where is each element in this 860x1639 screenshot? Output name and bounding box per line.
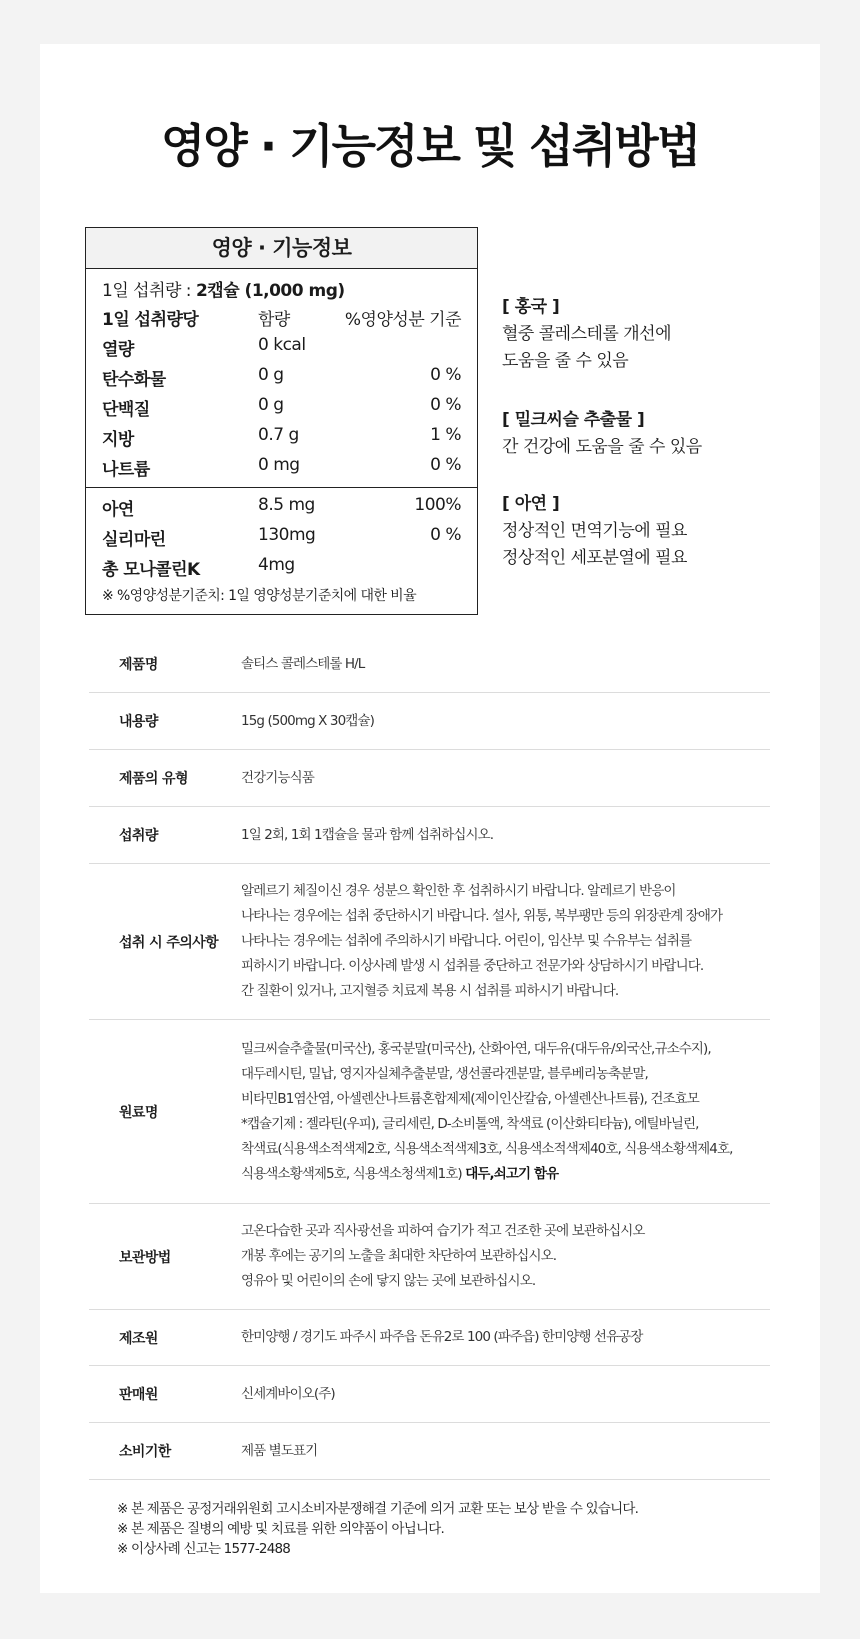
info-line-text: 식용색소황색제5호, 식용색소청색제1호) [241, 1165, 466, 1182]
nutrition-row [102, 365, 461, 393]
info-label: 원료명 [119, 1104, 158, 1121]
info-row-content-amount [89, 693, 770, 750]
nutrient-percent: 1 % [430, 425, 461, 445]
function-line: 도움을 줄 수 있음 [502, 351, 629, 371]
function-heading: [ 밀크씨슬 추출물 ] [502, 410, 645, 430]
info-line: 15g (500mg X 30캡슐) [241, 712, 374, 729]
product-info-table [89, 636, 770, 1480]
nutrient-amount: 0 mg [258, 455, 300, 475]
ingredient-name: 아연 [102, 500, 134, 520]
info-label: 내용량 [119, 714, 158, 730]
page-title: 영양 · 기능정보 및 섭취방법 [160, 119, 700, 173]
nutrition-heading: 영양 · 기능정보 [86, 228, 477, 269]
info-row-precautions [89, 864, 770, 1020]
ingredient-name: 총 모나콜린K [102, 560, 200, 580]
footer-note: ※ 본 제품은 질병의 예방 및 치료를 위한 의약품이 아닙니다. [117, 1521, 444, 1537]
info-value [241, 1219, 645, 1294]
info-row-ingredients [89, 1020, 770, 1204]
info-label: 섭취량 [119, 828, 158, 844]
info-line: 1일 2회, 1회 1캡슐을 물과 함께 섭취하십시오. [241, 826, 494, 843]
serving-size [102, 276, 345, 301]
info-row-product-name [89, 636, 770, 693]
info-line: 개봉 후에는 공기의 노출을 최대한 차단하여 보관하십시오. [241, 1248, 557, 1264]
ingredient-amount: 4mg [258, 555, 295, 575]
info-value [241, 766, 314, 791]
nutrient-amount: 0 g [258, 365, 284, 385]
info-line: 피하시기 바랍니다. 이상사례 발생 시 섭취를 중단하고 전문가와 상담하시기 바랍니다. [241, 958, 704, 974]
info-line: 한미양행 / 경기도 파주시 파주읍 돈유2로 100 (파주읍) 한미양행 선유공장 [241, 1329, 643, 1345]
info-row-storage [89, 1204, 770, 1310]
nutrition-row [102, 425, 461, 453]
footer-note: ※ 이상사례 신고는 1577-2488 [117, 1541, 291, 1557]
info-line: *캡슐기제 : 젤라틴(우피), 글리세린, D-소비톨액, 착색료 (이산화티타늄), 에틸바닐린, [241, 1115, 699, 1132]
function-heading: [ 아연 ] [502, 494, 560, 514]
ingredient-percent: 0 % [430, 525, 461, 545]
nutrition-facts-box [85, 227, 478, 615]
footer-notes [117, 1499, 638, 1559]
nutrient-name: 나트륨 [102, 460, 150, 480]
info-label: 소비기한 [119, 1444, 171, 1460]
nutrient-name: 지방 [102, 430, 134, 450]
serving-value: 2캡슐 (1,000 mg) [195, 281, 345, 301]
info-value [241, 1325, 642, 1350]
info-line: 간 질환이 있거나, 고지혈증 치료제 복용 시 섭취를 피하시기 바랍니다. [241, 983, 619, 999]
nutrient-amount: 0 kcal [258, 335, 306, 355]
functional-row [102, 495, 461, 523]
info-value [241, 652, 364, 677]
info-label: 제품명 [119, 657, 158, 673]
info-label: 섭취 시 주의사항 [119, 934, 219, 951]
nutrition-header-percent: %영양성분 기준 [344, 310, 461, 330]
function-line: 정상적인 세포분열에 필요 [502, 548, 687, 568]
info-value [241, 709, 374, 734]
info-label: 제품의 유형 [119, 771, 188, 787]
nutrition-divider [86, 487, 477, 488]
info-line: 대두레시틴, 밀납, 영지자실체추출분말, 생선콜라겐분말, 블루베리농축분말, [241, 1065, 648, 1082]
nutrient-name: 단백질 [102, 400, 150, 420]
nutrition-row [102, 335, 461, 363]
info-label: 제조원 [119, 1330, 158, 1347]
info-line: 제품 별도표기 [241, 1442, 318, 1459]
nutrition-header-amount: 함량 [258, 310, 290, 330]
nutrient-amount: 0 g [258, 395, 284, 415]
ingredient-amount: 8.5 mg [258, 495, 315, 515]
info-line: 알레르기 체질이신 경우 성분으 확인한 후 섭취하시기 바랍니다. 알레르기 반응이 [241, 883, 676, 899]
info-line: 건강기능식품 [241, 769, 314, 786]
ingredient-amount: 130mg [258, 525, 316, 545]
serving-label: 1일 섭취량 : [102, 281, 196, 301]
info-row-product-type [89, 750, 770, 807]
nutrient-name: 탄수화물 [102, 370, 166, 390]
info-label: 보관방법 [119, 1249, 171, 1266]
function-line: 혈중 콜레스테롤 개선에 [502, 324, 672, 344]
info-line: 고온다습한 곳과 직사광선을 피하여 습기가 적고 건조한 곳에 보관하십시오 [241, 1223, 645, 1239]
function-line: 정상적인 면역기능에 필요 [502, 521, 687, 541]
nutrition-footnote: ※ %영양성분기준치: 1일 영양성분기준치에 대한 비율 [102, 588, 416, 604]
info-row-seller [89, 1366, 770, 1423]
nutrition-row [102, 395, 461, 423]
nutrition-header-row [102, 305, 461, 333]
functional-row [102, 555, 461, 583]
info-row-intake [89, 807, 770, 864]
info-line: 밀크씨슬추출물(미국산), 홍국분말(미국산), 산화아연, 대두유(대두유/외국산,규소수지), [241, 1040, 711, 1057]
info-value [241, 1037, 733, 1187]
info-line: 비타민B1염산염, 아셀렌산나트륨혼합제제(제이인산칼슘, 아셀렌산나트륨), 건조효모 [241, 1090, 699, 1107]
info-line-last [241, 1162, 733, 1187]
info-line: 신세계바이오(주) [241, 1385, 335, 1402]
footer-note: ※ 본 제품은 공정거래위원회 고시소비자분쟁해결 기준에 의거 교환 또는 보상 받을 수 있습니다. [117, 1501, 639, 1517]
function-block-zinc [502, 491, 822, 572]
nutrient-percent: 0 % [430, 395, 461, 415]
nutrient-name: 열량 [102, 340, 134, 360]
info-value [241, 879, 722, 1004]
info-value [241, 1382, 335, 1407]
info-line: 착색료(식용색소적색제2호, 식용색소적색제3호, 식용색소적색제40호, 식용색소황색제4호, [241, 1140, 733, 1157]
nutrition-header-label: 1일 섭취량당 [102, 310, 199, 330]
function-line: 간 건강에 도움을 줄 수 있음 [502, 437, 702, 457]
nutrient-percent: 0 % [430, 365, 461, 385]
allergen-notice: 대두,쇠고기 함유 [465, 1165, 559, 1182]
function-block-red-yeast-rice [502, 294, 822, 375]
ingredient-name: 실리마린 [102, 530, 166, 550]
info-label: 판매원 [119, 1387, 158, 1403]
function-block-milk-thistle [502, 407, 822, 461]
function-heading: [ 홍국 ] [502, 297, 560, 317]
info-line: 나타나는 경우에는 섭취 중단하시기 바랍니다. 설사, 위통, 복부팽만 등의 위장관계 장애가 [241, 908, 723, 924]
info-line: 솔티스 콜레스테롤 H/L [241, 655, 365, 672]
info-line: 나타나는 경우에는 섭취에 주의하시기 바랍니다. 어린이, 임산부 및 수유부는 섭취를 [241, 933, 692, 949]
info-line: 영유아 및 어린이의 손에 닿지 않는 곳에 보관하십시오. [241, 1273, 536, 1289]
nutrition-row [102, 455, 461, 483]
info-row-expiry [89, 1423, 770, 1480]
info-row-manufacturer [89, 1310, 770, 1366]
info-value [241, 823, 493, 848]
info-value [241, 1439, 317, 1464]
ingredient-percent: 100% [414, 495, 461, 515]
nutrient-amount: 0.7 g [258, 425, 299, 445]
nutrient-percent: 0 % [430, 455, 461, 475]
functional-row [102, 525, 461, 553]
